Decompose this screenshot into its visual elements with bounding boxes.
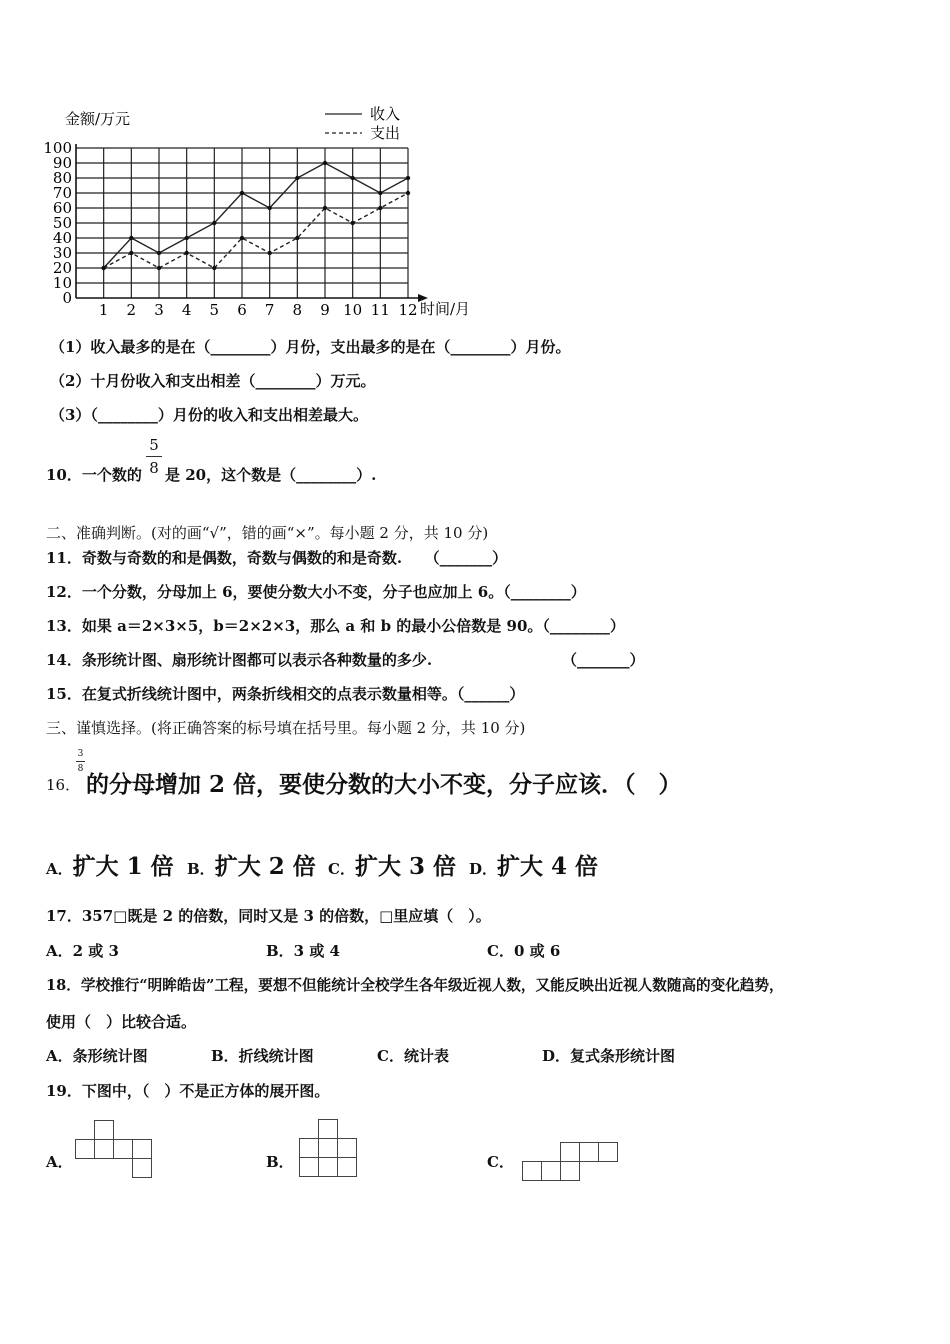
data-point [212,221,216,225]
x-tick-label: 5 [209,301,220,319]
q18-option-b[interactable]: B．折线统计图 [211,1047,314,1065]
q16-option-d[interactable] [469,848,598,881]
y-tick-label: 60 [52,199,72,217]
q16-text: 的分母增加 2 倍，要使分数的大小不变，分子应该．（ ） [86,771,682,798]
x-tick-label: 12 [398,301,418,319]
data-point [184,251,188,255]
q10-fraction [146,438,162,476]
section2-heading: 二、准确判断。(对的画“√”，错的画“×”。每小题 2 分，共 10 分) [46,524,489,542]
q16-number: 16． [46,776,81,794]
data-point [406,176,410,180]
data-point [129,236,133,240]
q16-option-c[interactable] [328,848,456,881]
data-point [350,221,354,225]
q9-part1: （1）收入最多的是在（________）月份，支出最多的是在（________）月份。 [50,338,571,356]
legend-label: 收入 [370,105,401,123]
series-line-income [104,163,408,268]
q17-option-a[interactable]: A．2 或 3 [46,942,119,960]
y-tick-label: 90 [52,154,72,172]
q10-suffix: 是 20，这个数是（________）. [165,466,377,484]
cube-net-c[interactable] [520,1141,620,1185]
data-point [157,266,161,270]
data-point [323,206,327,210]
q10-fraction-numerator: 5 [149,436,159,454]
cube-net-b[interactable] [298,1118,360,1180]
q19-label-a[interactable]: A． [46,1153,73,1171]
data-point [406,191,410,195]
q17: 17．357□既是 2 的倍数，同时又是 3 的倍数，□里应填（ ）。 [46,907,491,925]
q14: 14．条形统计图、扇形统计图都可以表示各种数量的多少. [46,651,433,669]
x-tick-label: 1 [98,301,109,319]
y-tick-label: 10 [52,274,72,292]
chart-xlabel: 时间/月 [420,300,471,318]
data-point [129,251,133,255]
option-letter: A． [46,860,73,878]
x-tick-label: 2 [126,301,137,319]
q14-answer-blank: （_______） [562,651,645,669]
y-tick-label: 100 [43,139,72,157]
option-letter: C． [328,860,355,878]
series-line-expense [104,193,408,268]
data-point [267,251,271,255]
cube-net-a[interactable] [74,1120,154,1180]
q18-option-a[interactable]: A．条形统计图 [46,1047,148,1065]
q18-line2: 使用（ ）比较合适。 [46,1013,197,1031]
data-point [240,191,244,195]
option-text: 扩大 1 倍 [72,853,174,880]
q16-option-a[interactable] [46,848,174,881]
option-letter: B． [187,860,215,878]
y-tick-label: 70 [52,184,72,202]
q13: 13．如果 a＝2×3×5，b＝2×2×3，那么 a 和 b 的最小公倍数是 90。（________） [46,617,625,635]
q19-label-b[interactable]: B． [266,1153,294,1171]
q12: 12．一个分数，分母加上 6，要使分数大小不变，分子也应加上 6。（________） [46,583,586,601]
data-point [101,266,105,270]
q10-prefix: 10．一个数的 [46,466,142,484]
x-tick-label: 10 [343,301,363,319]
option-text: 扩大 4 倍 [497,853,599,880]
data-point [350,176,354,180]
option-text: 扩大 3 倍 [354,853,456,880]
option-letter: D． [469,860,498,878]
q17-option-b[interactable]: B．3 或 4 [266,942,340,960]
q16-fraction [76,750,85,774]
data-point [378,206,382,210]
q9-part2: （2）十月份收入和支出相差（________）万元。 [50,372,376,390]
chart-ylabel: 金额/万元 [65,110,131,128]
q9-part3: （3）（________）月份的收入和支出相差最大。 [50,406,368,424]
y-tick-label: 80 [52,169,72,187]
q18-option-c[interactable]: C．统计表 [377,1047,449,1065]
income-expense-line-chart [40,100,500,325]
q16-option-b[interactable] [187,848,316,881]
x-tick-label: 7 [264,301,275,319]
y-tick-label: 30 [52,244,72,262]
y-tick-label: 40 [52,229,72,247]
q15: 15．在复式折线统计图中，两条折线相交的点表示数量相等。（______） [46,685,525,703]
q17-option-c[interactable]: C．0 或 6 [487,942,561,960]
data-point [295,236,299,240]
q10-fraction-denominator: 8 [149,459,159,477]
data-point [295,176,299,180]
x-tick-label: 9 [320,301,330,319]
data-point [378,191,382,195]
data-point [157,251,161,255]
data-point [212,266,216,270]
x-tick-label: 8 [292,301,303,319]
data-point [267,206,271,210]
legend-label: 支出 [370,124,401,142]
data-point [184,236,188,240]
q19: 19．下图中，（ ）不是正方体的展开图。 [46,1082,330,1100]
q19-label-c[interactable]: C． [487,1153,514,1171]
q16-fraction-denominator: 8 [77,764,84,774]
q18-option-d[interactable]: D．复式条形统计图 [542,1047,676,1065]
y-tick-label: 0 [62,289,72,307]
x-tick-label: 3 [154,301,164,319]
x-tick-label: 6 [237,301,247,319]
data-point [240,236,244,240]
q11: 11．奇数与奇数的和是偶数，奇数与偶数的和是奇数. （_______） [46,549,508,567]
option-text: 扩大 2 倍 [214,853,316,880]
q18-line1: 18．学校推行“明眸皓齿”工程，要想不但能统计全校学生各年级近视人数，又能反映出近视人数随高的变化趋势， [46,977,784,994]
data-point [323,161,327,165]
y-tick-label: 20 [52,259,72,277]
q16-fraction-numerator: 3 [77,749,84,759]
x-tick-label: 11 [370,301,390,319]
section3-heading: 三、谨慎选择。(将正确答案的标号填在括号里。每小题 2 分，共 10 分) [46,719,526,737]
y-tick-label: 50 [52,214,72,232]
x-tick-label: 4 [181,301,192,319]
